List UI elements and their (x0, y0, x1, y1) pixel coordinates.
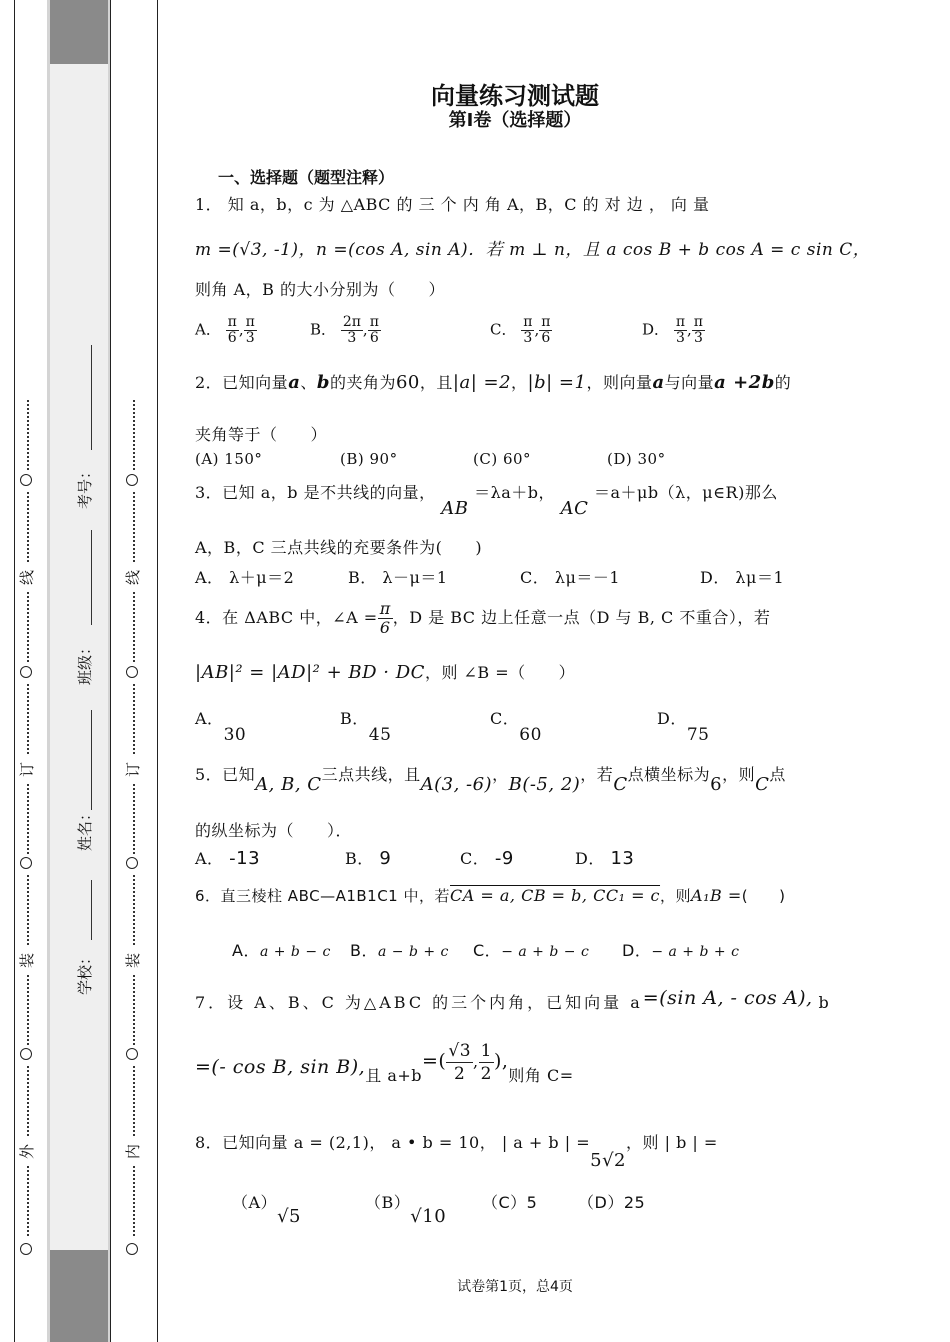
q6-line1 (195, 885, 785, 906)
q8-line1 (195, 1130, 718, 1171)
q7-vec-b: =(- cos B, sin B), (195, 1056, 366, 1078)
q2-text: ， (511, 373, 528, 392)
outer-circle (20, 666, 32, 678)
q5-text: ，则 (722, 765, 756, 784)
q4-option-a[interactable] (195, 706, 247, 745)
field-label-banji: 班级： (76, 639, 95, 686)
q7-frac-den: 2 (454, 1064, 466, 1084)
q1-option-a[interactable]: A． $\frac{\pi}{6}$ , $\frac{\pi}{3}$ (195, 314, 255, 346)
q3-line2: A，B，C 三点共线的充要条件为( ) (195, 538, 483, 557)
outer-dots-1 (27, 400, 29, 470)
q2-vec-a: a (288, 372, 301, 393)
outer-circle (20, 474, 32, 486)
q5-opt-value: 13 (610, 848, 635, 869)
q8-option-b[interactable] (365, 1190, 447, 1227)
q1-option-c-label: C． (490, 320, 517, 339)
q6-text: ( ) (741, 887, 786, 905)
q2-expr: a +2b (714, 372, 775, 393)
q1-line1: 1． 知 a，b，c 为 △ABC 的 三 个 内 角 A，B，C 的 对 边 ， 向 量 (195, 195, 710, 214)
inner-dots-3 (133, 592, 135, 662)
q4-frac-num: π (379, 599, 391, 618)
q3-option-b[interactable]: B． λ－μ＝1 (348, 568, 448, 587)
q1-frac (341, 315, 363, 346)
q2-mod-a: |a| =2 (452, 372, 512, 393)
inner-circle (126, 474, 138, 486)
q2-vec-a: a (652, 372, 665, 393)
q3-option-a[interactable]: A． λ＋μ＝2 (195, 568, 295, 587)
q2-text: ，且 (419, 373, 453, 392)
q1-frac-num: π (227, 314, 237, 330)
inner-dots-6 (133, 875, 135, 945)
q1-frac-num: π (693, 314, 703, 330)
q3-text: ＝λa＋b， (474, 483, 555, 502)
inner-circle (126, 1243, 138, 1255)
outer-circle (20, 1048, 32, 1060)
field-label-kaohao: 考号： (76, 463, 95, 510)
q7-line1 (195, 987, 840, 1013)
q5-points: A, B, C (255, 774, 322, 795)
q4-option-c[interactable] (490, 706, 542, 745)
q8-text: 8．已知向量 a = (2,1)， a • b = 10， | a + b | = (195, 1133, 591, 1152)
outer-char-ding: 订 (18, 761, 37, 778)
q4-opt-value: 45 (368, 725, 392, 745)
outer-circle (20, 857, 32, 869)
q1-option-b[interactable]: B． $\frac{2\pi}{3}$ , $\frac{\pi}{6}$ (310, 314, 379, 346)
q1-frac (244, 315, 257, 346)
inner-circle (126, 857, 138, 869)
q1-frac-den: 6 (227, 330, 237, 346)
q5-opt-value: -9 (494, 848, 514, 869)
q7-frac (479, 1040, 494, 1085)
q1-frac (521, 315, 534, 346)
q4-opt-value: 60 (519, 725, 542, 745)
q2-line2: 夹角等于（ ） (195, 425, 328, 444)
q2-option-c[interactable]: (C) 60° (473, 450, 532, 468)
q5-text: 5．已知 (195, 765, 256, 784)
inner-dots-7 (133, 975, 135, 1045)
q5-option-a[interactable] (195, 846, 260, 869)
q6-text: 6．直三棱柱 ABC—A1B1C1 中，若 (195, 887, 450, 905)
q1-line3: 则角 A，B 的大小分别为（ ） (195, 280, 445, 299)
margin-dark-block-top (50, 0, 108, 64)
q6-opt-label: A． (232, 941, 260, 960)
q8-option-a[interactable] (232, 1190, 301, 1227)
inner-dots-4 (133, 684, 135, 754)
q1-frac-den: 3 (693, 330, 703, 346)
outer-char-zhuang: 装 (18, 952, 37, 969)
q6-opt-expr: a − b + c (377, 944, 449, 960)
q5-text: ，若 (580, 765, 614, 784)
q7-frac-num: 1 (480, 1041, 492, 1061)
q2-option-d[interactable]: (D) 30° (607, 450, 666, 468)
q1-option-d[interactable]: D． $\frac{\pi}{3}$ , $\frac{\pi}{3}$ (642, 314, 703, 346)
q6-opt-label: C． (473, 941, 502, 960)
paper-subtitle: 第Ⅰ卷（选择题） (448, 110, 582, 131)
q5-point-c: C (613, 774, 628, 795)
q4-opt-label: A． (195, 709, 224, 728)
q4-option-b[interactable] (340, 706, 392, 745)
q6-opt-expr: − a + b + c (651, 944, 740, 960)
q5-opt-value: -13 (229, 848, 261, 869)
q7-vec-a: =(sin A, - cos A), (642, 987, 813, 1009)
q7-sum: =( (422, 1050, 447, 1072)
q8-option-d[interactable]: （D）25 (578, 1193, 646, 1212)
q5-option-c[interactable] (460, 846, 514, 869)
q1-frac-num: π (523, 314, 533, 330)
q2-text: 2．已知向量 (195, 373, 289, 392)
q3-line1 (195, 480, 778, 519)
field-underline-xuexiao[interactable] (91, 880, 92, 940)
q4-line2 (195, 660, 575, 683)
q6-option-b[interactable] (350, 938, 449, 961)
inner-char-ding: 订 (124, 761, 143, 778)
q2-mod-b: |b| =1 (527, 372, 587, 393)
q4-opt-label: B． (340, 709, 369, 728)
q5-six: 6 (710, 774, 723, 795)
q4-text: ，则 ∠B =（ ） (424, 663, 576, 682)
q5-option-b[interactable] (345, 846, 391, 869)
q5-option-d[interactable] (575, 846, 634, 869)
outer-dots-4 (27, 684, 29, 754)
q8-opt-label: （B） (365, 1193, 411, 1212)
q4-frac-den: 6 (379, 618, 391, 637)
q1-frac-den: 3 (523, 330, 533, 346)
q4-equation: |AB|² = |AD|² + BD · DC (195, 662, 425, 683)
inner-circle (126, 666, 138, 678)
q6-option-d[interactable] (622, 938, 739, 961)
outer-dots-8 (27, 1066, 29, 1136)
q5-text: 点横坐标为 (627, 765, 711, 784)
q4-text: ，D 是 BC 边上任意一点（D 与 B, C 不重合），若 (392, 608, 771, 627)
outer-dots-5 (27, 784, 29, 854)
q1-frac (692, 315, 705, 346)
q8-text: ，则 | b | = (626, 1133, 718, 1152)
q1-frac-num: π (675, 314, 686, 330)
outer-dots-7 (27, 975, 29, 1045)
inner-dots-2 (133, 492, 135, 562)
q5-opt-label: A． (195, 849, 224, 868)
q1-frac (226, 315, 239, 346)
q1-frac-den: 3 (347, 330, 357, 346)
inner-char-zhuang: 装 (124, 952, 143, 969)
q4-opt-label: D． (657, 709, 687, 728)
q6-opt-expr: − a + b − c (501, 944, 590, 960)
q6-opt-expr: a + b − c (259, 944, 331, 960)
q1-option-c[interactable]: C． $\frac{\pi}{3}$ , $\frac{\pi}{6}$ (490, 314, 551, 346)
q7-frac-num: √3 (448, 1041, 472, 1061)
q7-frac-den: 2 (480, 1064, 492, 1084)
margin-line-right (157, 0, 158, 1342)
q5-opt-label: B． (345, 849, 374, 868)
paper-title: 向量练习测试题 (431, 82, 599, 110)
inner-dots-1 (133, 400, 135, 470)
q2-text: 的 (774, 373, 792, 392)
q2-text: 、 (300, 373, 317, 392)
q2-option-b[interactable]: (B) 90° (340, 450, 398, 468)
q3-option-d[interactable]: D． λμ＝1 (700, 568, 785, 587)
q6-target: A₁B = (691, 886, 742, 905)
q6-option-a[interactable] (232, 938, 331, 961)
q8-opt-value: √5 (277, 1206, 301, 1227)
q1-frac (674, 315, 687, 346)
q6-opt-label: B． (350, 941, 378, 960)
q1-frac (368, 315, 381, 346)
field-underline-xingming[interactable] (91, 710, 92, 810)
q3-vec-ac: AC (560, 498, 589, 519)
q1-frac-num: π (369, 314, 379, 330)
outer-char-wai: 外 (18, 1143, 37, 1160)
q3-text: ＝a＋μb（λ，μ∈R)那么 (593, 483, 778, 502)
q7-sum-end: ), (493, 1050, 509, 1072)
outer-dots-3 (27, 592, 29, 662)
q1-frac-den: 6 (369, 330, 379, 346)
q5-opt-label: C． (460, 849, 490, 868)
q1-option-d-label: D． (642, 320, 670, 339)
q1-frac-den: 3 (675, 330, 685, 346)
q2-text: 与向量 (664, 373, 715, 392)
q1-frac-den: 6 (541, 330, 551, 346)
q7-text: 则角 C= (508, 1066, 574, 1085)
q7-text: b (818, 993, 830, 1012)
q2-vec-b: b (316, 372, 330, 393)
q8-opt-value: √10 (410, 1206, 447, 1227)
q3-text: 3．已知 a，b 是不共线的向量， (195, 483, 436, 502)
field-underline-kaohao[interactable] (91, 345, 92, 450)
inner-char-xian: 线 (124, 569, 143, 586)
q5-opt-value: 9 (379, 848, 392, 869)
inner-dots-9 (133, 1166, 135, 1236)
outer-dots-6 (27, 875, 29, 945)
outer-dots-9 (27, 1166, 29, 1236)
q5-point-c: C (755, 774, 770, 795)
q7-line2: =(- cos B, sin B),且 a+b=( $\frac{√3}{2}$ , $\frac{1}{2}$ ),则角 C= (195, 1041, 574, 1085)
q1-frac-den: 3 (245, 330, 255, 346)
q2-option-a[interactable]: (A) 150° (195, 450, 263, 468)
q1-frac-num: π (541, 314, 551, 330)
q5-text: ， (492, 765, 509, 784)
q3-option-c[interactable]: C． λμ＝－1 (520, 568, 621, 587)
q4-frac (378, 600, 393, 637)
q1-option-a-label: A． (195, 320, 221, 339)
q8-opt-label: （A） (232, 1193, 278, 1212)
q8-value: 5√2 (590, 1150, 626, 1171)
q1-line2: m =(√3, -1)，n =(cos A, sin A)．若 m ⊥ n，且 a cos B + b cos A = c sin C， (195, 240, 871, 260)
q4-option-d[interactable] (657, 706, 710, 745)
margin-dark-block-bottom (50, 1250, 108, 1342)
q5-point-a: A(3, -6) (420, 774, 493, 795)
q5-line1 (195, 762, 786, 795)
inner-char-nei: 内 (124, 1143, 143, 1160)
q7-text: 且 a+b (365, 1066, 423, 1085)
field-label-xuexiao: 学校： (76, 949, 95, 996)
q1-frac-num: 2π (342, 314, 361, 330)
q6-text: ，则 (660, 887, 692, 905)
inner-circle (126, 1048, 138, 1060)
q4-text: 4．在 ΔABC 中，∠A = (195, 608, 378, 627)
q2-text: 的夹角为 (329, 373, 396, 392)
q5-line2: 的纵坐标为（ ）． (195, 821, 353, 840)
q7-text: 7．设 A、B、C 为△ABC 的三个内角，已知向量 a (195, 993, 643, 1012)
q2-line1 (195, 370, 791, 393)
q3-vec-ab: AB (441, 498, 469, 519)
q4-opt-value: 75 (686, 725, 710, 745)
q4-line1 (195, 600, 770, 637)
q1-frac-num: π (245, 314, 255, 330)
q5-text: 点 (769, 765, 786, 784)
q2-text: ，则向量 (586, 373, 653, 392)
field-underline-banji[interactable] (91, 530, 92, 625)
q4-opt-value: 30 (223, 725, 247, 745)
q4-opt-label: C． (490, 709, 520, 728)
q5-point-b: B(-5, 2) (508, 774, 581, 795)
page-footer: 试卷第1页，总4页 (457, 1279, 573, 1295)
q8-option-c[interactable]: （C）5 (482, 1193, 538, 1212)
field-label-xingming: 姓名： (76, 805, 95, 852)
q5-text: 三点共线，且 (321, 765, 421, 784)
q7-frac (446, 1040, 473, 1085)
q6-option-c[interactable] (473, 938, 589, 961)
inner-dots-8 (133, 1066, 135, 1136)
q1-frac (539, 315, 552, 346)
q6-opt-label: D． (622, 941, 652, 960)
q5-opt-label: D． (575, 849, 605, 868)
inner-dots-5 (133, 784, 135, 854)
outer-circle (20, 1243, 32, 1255)
q6-vectors: CA = a, CB = b, CC₁ = c (450, 886, 661, 905)
margin-line-inner (110, 0, 111, 1342)
q2-angle: 60 (395, 372, 420, 393)
section-heading: 一、选择题（题型注释） (218, 168, 395, 187)
margin-line-left (14, 0, 15, 1342)
outer-dots-2 (27, 492, 29, 562)
outer-char-xian: 线 (18, 569, 37, 586)
q1-option-b-label: B． (310, 320, 337, 339)
